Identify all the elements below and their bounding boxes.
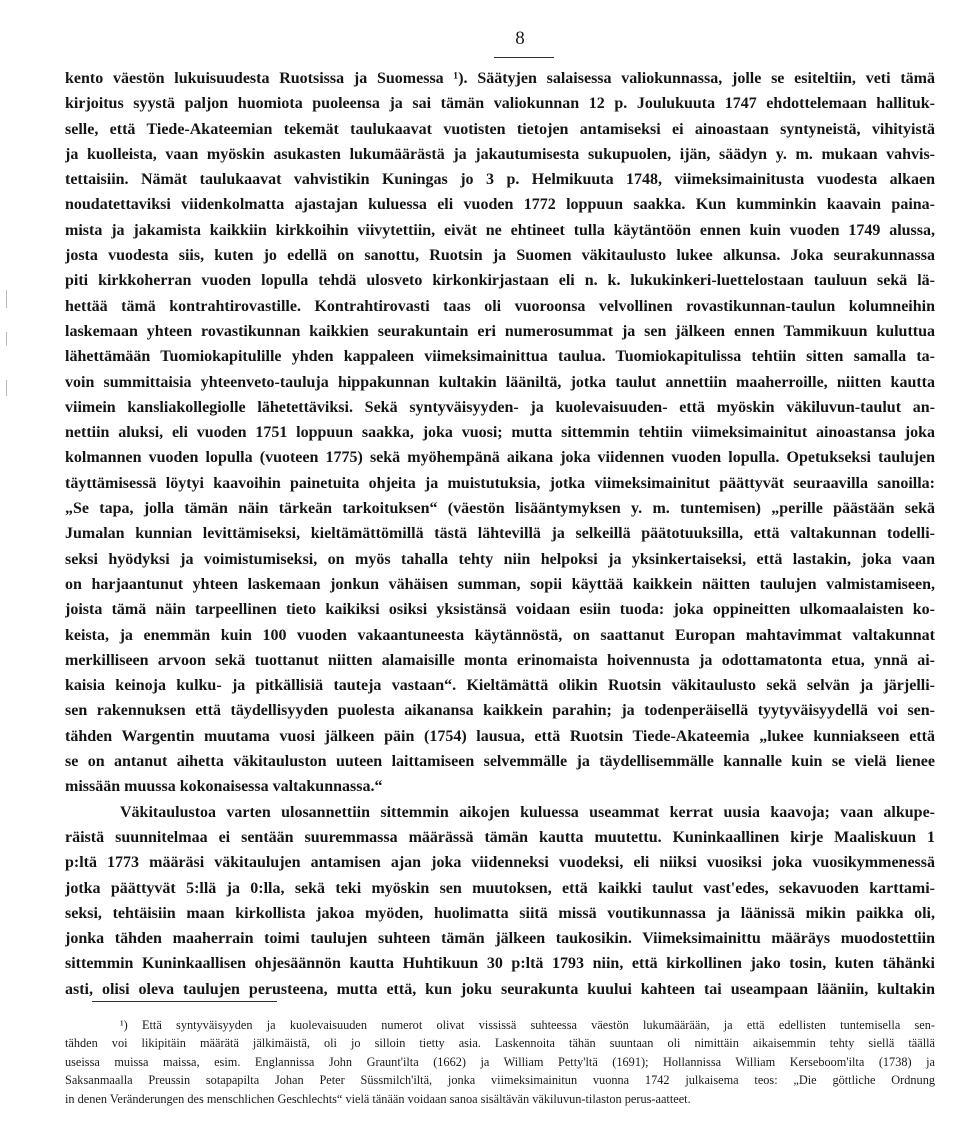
text-line: noudatettaviksi viidenkolmatta ajastajan kuluessa eli vuoden 1772 loppuun saakka. Kun kumminkin kaavain paina- bbox=[65, 196, 935, 214]
text-line: seksi hyödyksi ja voimistumiseksi, on myös tahalla tehty niin helpoksi ja yksinkertaiseksi, että lastakin, joka vaan bbox=[65, 550, 935, 568]
text-line: räistä suunnitelmaa ei sentään suuremmassa määrässä tämän kautta muutettu. Kuninkaallinen kirje Maaliskuun 1 bbox=[65, 828, 935, 846]
text-line: viimein kansliakollegiolle lähetettäviksi. Sekä syntyväisyyden- ja kuolevaisuuden- että myöskin väkiluvun-taulut an- bbox=[65, 398, 935, 416]
text-line: asti, olisi oleva taulujen perusteena, mutta että, kun joku seurakunta kuului kahteen tai useampaan lääniin, kultakin bbox=[65, 980, 935, 998]
text-line: jotka päättyvät 5:llä ja 0:lla, sekä teki myöskin sen muutoksen, että kaikki taulut vast'edes, sekavuoden karttami- bbox=[65, 879, 935, 897]
page-number: 8 bbox=[515, 28, 525, 49]
text-line: on harjaantunut yhteen laskemaan jonkun vähäisen summan, sopii käyttää kaikkein näitten taulujen valmistamiseen, bbox=[65, 575, 935, 593]
text-line: „Se tapa, jolla tämän näin tärkeän tarkoituksen“ (väestön lisääntymyksen y. m. tuntemisen) „perille päästään sekä bbox=[65, 500, 935, 518]
footnote-line: tähden voi likipitäin määrätä jälkimäistä, oli jo silloin tietty asia. Laskennoita tähän suuntaan oli nimittäin aikaisemmin tehty siellä täällä bbox=[65, 1036, 935, 1051]
text-line: sen rakennuksen että täydellisyyden puolesta aikanansa kaikkein parahin; ja todenperäisellä tyytyväisyydellä voi sen- bbox=[65, 702, 935, 720]
text-line: ja kuolleista, vaan myöskin asukasten lukumäärästä ja jakautumisesta sukupuolen, ijän, säädyn y. m. mukaan vahvis- bbox=[65, 145, 935, 163]
text-line: tettaisiin. Nämät taulukaavat vahvistikin Kuningas jo 3 p. Helmikuuta 1748, viimeksimainitusta vuodesta alkaen bbox=[65, 171, 935, 189]
text-line: kento väestön lukuisuudesta Ruotsissa ja Suomessa ¹). Säätyjen salaisessa valiokunnassa, jolle se esiteltiin, veti tämä bbox=[65, 70, 935, 87]
margin-mark bbox=[6, 380, 7, 396]
text-line: laskemaan yhteen rovastikunnan kaikkien seurakuntain eri numerosummat ja sen jälkeen ennen Tammikuun kuluttua bbox=[65, 322, 935, 340]
body-text bbox=[65, 66, 935, 1002]
text-line: nettiin aluksi, eli vuoden 1751 loppuun saakka, joka vuosi; mutta sittemmin tehtiin viimeksimainitut ainoastansa joka bbox=[65, 424, 935, 442]
footnote-line: useissa muissa maissa, esim. Englannissa John Graunt'ilta (1662) ja William Petty'ltä (1691); Hollannissa William Kerseboom'ilta (1738) ja bbox=[65, 1054, 935, 1069]
text-line: joista tämä näin tarpeellinen tieto kaikiksi osiksi yksistänsä voidaan esiin tuoda: joka oppineitten ulkomaalaisten ko- bbox=[65, 601, 935, 619]
text-line: josta vuodesta siis, kuten jo edellä on sanottu, Ruotsin ja Suomen väkitaulusto lukee alkunsa. Joka seurakunnassa bbox=[65, 247, 935, 265]
margin-mark bbox=[6, 332, 7, 346]
margin-mark bbox=[6, 290, 7, 308]
text-line: kirjoitus syystä paljon huomiota puoleensa ja sai tämän valiokunnan 12 p. Joulukuuta 1747 ehdottelemaan hallituk- bbox=[65, 95, 935, 113]
text-line: Jumalan kunnian levittämiseksi, kieltämättömillä tästä lähtevillä ja selkeillä päätotuuksilla, että valtakunnan todelli- bbox=[65, 525, 935, 543]
text-line: täyttämisessä löytyi kaavoihin painetuita ohjeita ja muistutuksia, jotka viimeksimainitut päättyvät seuraavilla sanoilla: bbox=[65, 474, 935, 492]
page-number-rule bbox=[494, 57, 554, 58]
text-line: p:ltä 1773 määräsi väkitaulujen antamisen ajan joka viidenneksi vuodeksi, eli niiksi vuosiksi joka vuosikymmenessä bbox=[65, 854, 935, 872]
footnote-rule bbox=[92, 1001, 277, 1002]
text-line: seksi, tehtäisiin maan kirkollista jakoa myöden, huolimatta siitä missä voutikunnassa ja läänissä mikin paikka oli, bbox=[65, 904, 935, 922]
footnote-line: ¹) Että syntyväisyyden ja kuolevaisuuden numerot olivat vississä suhteessa väestön lukumäärään, ja että edellisten tuntemisella sen- bbox=[120, 1018, 935, 1032]
text-line: selle, että Tiede-Akateemian tekemät taulukaavat vuotisten tietojen antamiseksi ei ainoastaan syntyneistä, vihityistä bbox=[65, 120, 935, 138]
footnote-line: Saksanmaalla Preussin sotapapilta Johan Peter Süssmilch'iltä, jonka viimeksimainitun vuonna 1742 julkaisema teos: „Die göttliche Ordnung bbox=[65, 1073, 935, 1088]
text-line: merkilliseen arvoon sekä tuottanut niitten alamaisille monta erinomaista hoivennusta ja odottamatonta etua, ynnä ai- bbox=[65, 651, 935, 669]
text-line: lähettämään Tuomiokapitulille yhden kappaleen viimeksimainittua taulua. Tuomiokapitulissa tehtiin sitten samalla ta- bbox=[65, 348, 935, 366]
text-line: sittemmin Kuninkaallisen ohjesäännön kautta Huhtikuun 30 p:ltä 1793 niin, että kirkollinen jako tosin, kuten tähänki bbox=[65, 955, 935, 973]
text-line: Väkitaulustoa varten ulosannettiin sittemmin aikojen kuluessa useammat kerrat uusia kaavoja; vaan alkupe- bbox=[120, 803, 935, 821]
text-line: missään muussa kokonaisessa valtakunnassa.“ bbox=[65, 778, 383, 796]
text-line: kolmannen vuoden lopulla (vuoteen 1775) sekä myöhempänä aikana joka viidennen vuoden lopulla. Opetukseksi taulujen bbox=[65, 449, 935, 467]
text-line: hettää tämä kontrahtirovastille. Kontrahtirovasti taas oli vuoroonsa velvollinen rovastikunnan-taulun kolumneihin bbox=[65, 297, 935, 315]
text-line: mista ja jakamista kaikkiin kirkkoihin viivytettiin, eivät ne ehtineet tulla käytäntöön ennen kuin vuoden 1749 alussa, bbox=[65, 221, 935, 239]
text-line: piti kirkkoherran vuoden lopulla tehdä ulosveto kirkonkirjastaan eli n. k. lukukinkeri-luettelostaan tauluun sekä lä- bbox=[65, 272, 935, 290]
text-line: jonka tähden maaherrain toimi taulujen suhteen tämän jälkeen taukosikin. Viimeksimainittu määräys muodostettiin bbox=[65, 930, 935, 948]
text-line: kaisia keinoja kulku- ja pitkällisiä tauteja vastaan“. Kieltämättä olikin Ruotsin väkitaulusto sekä selvän ja järjelli- bbox=[65, 677, 935, 695]
text-line: voin summittaisia yhteenveto-tauluja hippakunnan kultakin lääniltä, jotka taulut annettiin maaherroille, niitten kautta bbox=[65, 373, 935, 391]
footnotes bbox=[65, 1016, 935, 1108]
text-line: keista, ja enemmän kuin 100 vuoden vakaantuneesta käytännöstä, on saattanut Europan mahtavimmat valtakunnat bbox=[65, 626, 935, 644]
footnote-line: in denen Veränderungen des menschlichen Geschlechts“ vielä tänään voidaan sanoa sisältävän väkiluvun-tilaston perus-aatteet. bbox=[65, 1091, 691, 1106]
text-line: se on antanut aihetta väkitauluston uuteen laittamiseen selvemmälle ja täydellisemmälle kannalle kuin se vielä lienee bbox=[65, 753, 935, 771]
text-line: tähden Wargentin muutama vuosi jälkeen päin (1754) lausua, että Ruotsin Tiede-Akateemia „lukee kunniakseen että bbox=[65, 727, 935, 745]
